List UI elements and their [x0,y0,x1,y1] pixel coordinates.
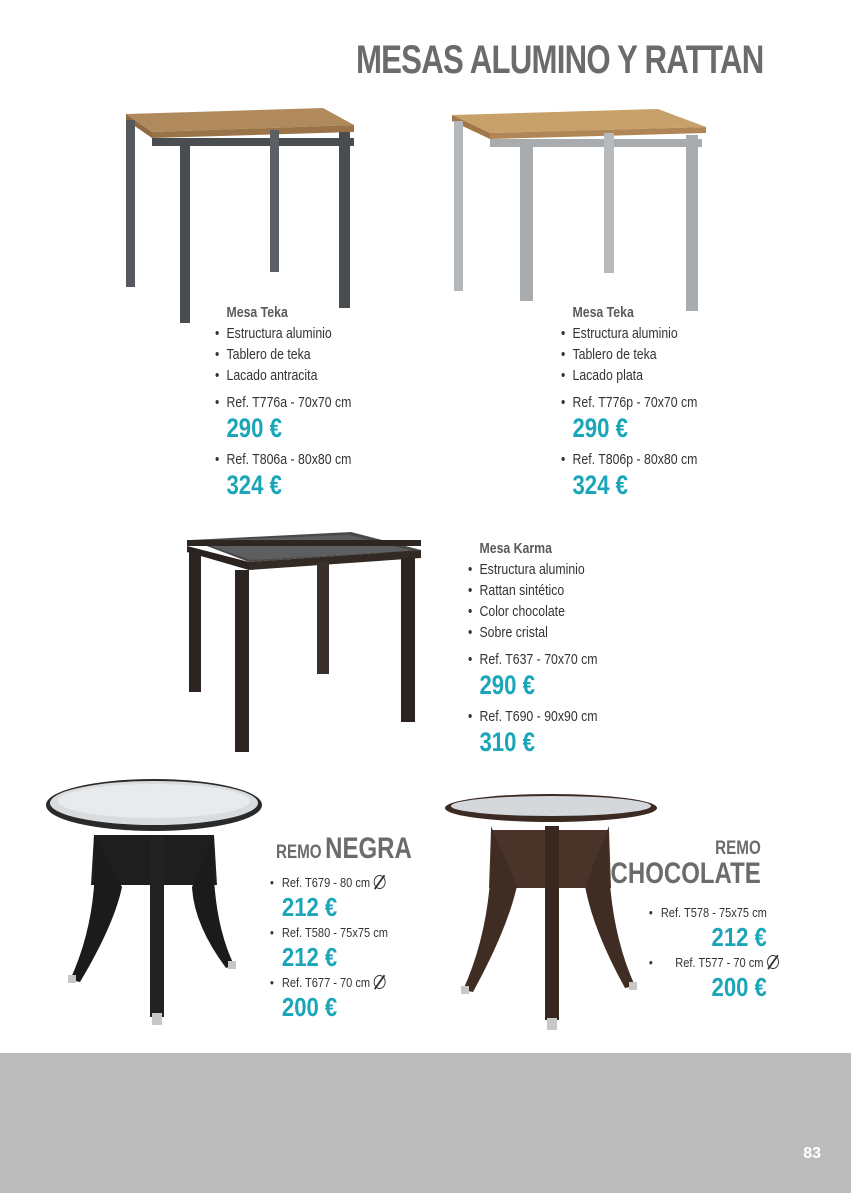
price: 212 € [281,942,338,972]
price: 212 € [711,922,768,952]
feature-item: • Lacado plata [561,365,697,386]
table-remo-negra-image [42,775,267,1030]
table-karma-image [183,526,428,756]
remo-negra-options [270,874,409,1022]
ref-text: Ref. T578 - 75x75 cm [661,905,768,920]
feature-item: • Tablero de teka [215,344,351,365]
feature-list [215,323,351,386]
product-teka-plata [561,302,727,500]
feature-item: • Rattan sintético [468,580,598,601]
ref-text: • Ref. T776a - 70x70 cm [215,392,351,413]
feature-list [468,559,598,643]
price: 324 € [226,470,282,500]
remo-chocolate-options [626,904,779,1002]
diameter-icon [374,875,386,889]
remo-negra-title [276,832,446,866]
ref-text: • Ref. T637 - 70x70 cm [468,649,598,670]
feature-item: • Estructura aluminio [561,323,697,344]
page-footer [0,1053,851,1193]
feature-item: • Sobre cristal [468,622,598,643]
price: 310 € [479,727,535,757]
remo-color: NEGRA [325,832,412,865]
ref-text: • Ref. T806p - 80x80 cm [561,449,697,470]
page-number: 83 [803,1145,821,1162]
option-row [270,874,388,892]
feature-item: • Color chocolate [468,601,598,622]
option-row [270,924,388,942]
option-row [649,954,779,972]
product-karma [468,538,626,757]
price: 200 € [711,972,768,1002]
feature-item: • Estructura aluminio [468,559,598,580]
product-name: Mesa Teka [572,304,634,321]
ref-text: Ref. T679 - 80 cm [281,875,371,890]
remo-color: CHOCOLATE [610,857,761,890]
table-teka-plata-image [448,105,710,315]
diameter-icon [767,955,779,969]
price: 324 € [572,470,628,500]
feature-list [561,323,697,386]
ref-text: Ref. T577 - 70 cm [675,955,764,970]
diameter-icon [374,975,386,989]
remo-label: REMO [276,842,322,863]
ref-text: Ref. T580 - 75x75 cm [281,925,388,940]
remo-label: REMO [715,838,761,859]
product-name: Mesa Teka [226,304,288,321]
table-teka-antracita-image [118,100,363,330]
ref-text: • Ref. T690 - 90x90 cm [468,706,598,727]
feature-item: • Lacado antracita [215,365,351,386]
ref-text: Ref. T677 - 70 cm [281,975,371,990]
product-teka-antracita [215,302,381,500]
price: 290 € [572,413,628,443]
remo-chocolate-title [573,838,761,888]
ref-text: • Ref. T806a - 80x80 cm [215,449,351,470]
price: 290 € [479,670,535,700]
feature-item: • Tablero de teka [561,344,697,365]
ref-text: • Ref. T776p - 70x70 cm [561,392,697,413]
page-title: MESAS ALUMINO Y RATTAN [355,38,763,82]
price: 290 € [226,413,282,443]
feature-item: • Estructura aluminio [215,323,351,344]
product-name: Mesa Karma [479,540,552,557]
price: 200 € [281,992,338,1022]
price: 212 € [281,892,338,922]
option-row [649,904,767,922]
option-row [270,974,388,992]
